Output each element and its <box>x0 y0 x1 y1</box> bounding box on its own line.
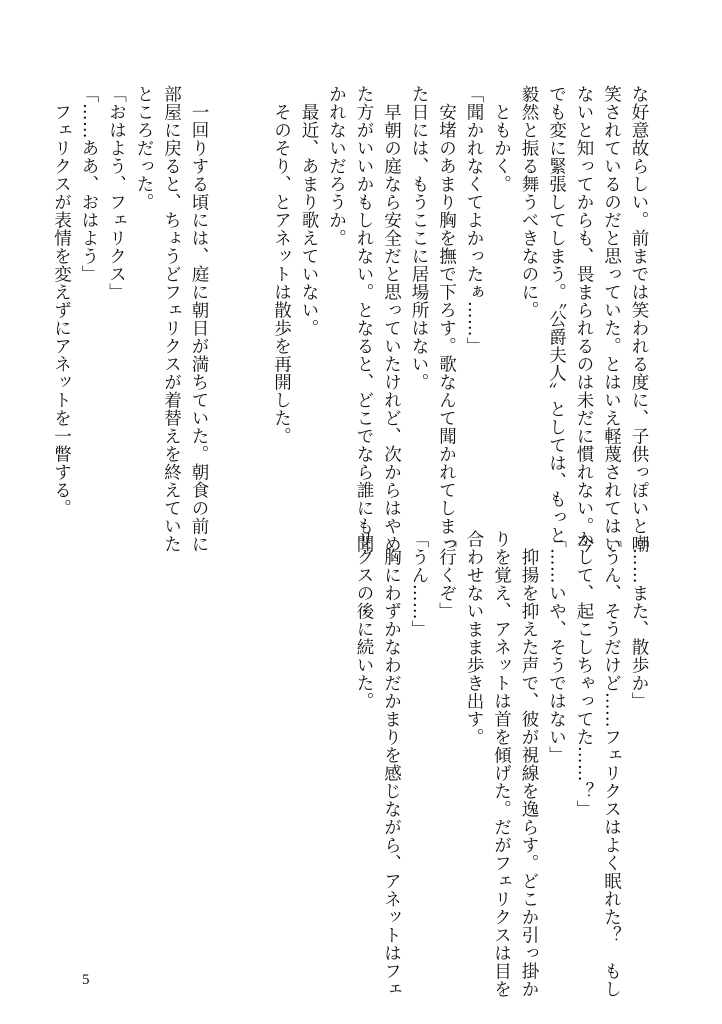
text-line: 安堵のあまり胸を撫で下ろす。歌なんて聞かれてしまっ <box>436 85 457 553</box>
text-line: た方がいいかもしれない。となると、どこでなら誰にも聞 <box>354 85 374 553</box>
text-line: 笑されているのだと思っていた。とはいえ軽蔑されてはい <box>601 85 622 553</box>
text-line: 部屋に戻ると、ちょうどフェリクスが着替えを終えていた <box>161 85 182 553</box>
text-line: かして、起こしちゃってた……？」 <box>574 530 594 818</box>
text-line: た日には、もうここに居場所はない。 <box>409 85 429 391</box>
text-column-bottom <box>350 530 653 998</box>
text-line: 「行くぞ」 <box>436 530 457 620</box>
text-column-top <box>47 85 652 553</box>
text-line: フェリクスが表情を変えずにアネットを一瞥する。 <box>51 85 72 517</box>
text-line: 「聞かれなくてよかったぁ……」 <box>464 85 484 355</box>
text-line: でも変に緊張してしまう。〝公爵夫人〟としては、もっと <box>546 85 567 545</box>
text-line: 胸にわずかなわだかまりを感じながら、アネットはフェ <box>381 530 402 998</box>
text-line: そのそり、とアネットは散歩を再開した。 <box>271 85 292 445</box>
text-line: 毅然と振る舞うべきなのに。 <box>519 85 539 319</box>
text-line: な好意故らしい。前までは笑われる度に、子供っぽいと嘲 <box>629 85 649 553</box>
text-line: 「おはよう、フェリクス」 <box>106 85 127 301</box>
text-line: ともかく。 <box>491 85 512 193</box>
text-line: 「うん……」 <box>409 530 429 638</box>
text-line: 「……また、散歩か」 <box>629 530 649 710</box>
page-number: 5 <box>82 972 90 988</box>
text-line: ところだった。 <box>134 85 154 211</box>
text-line: 合わせないまま歩き出す。 <box>464 530 484 746</box>
text-line: かれないだろうか。 <box>326 85 347 247</box>
text-line: 「……ああ、おはよう」 <box>79 85 99 283</box>
text-line: りを覚え、アネットは首を傾げた。だがフェリクスは目を <box>491 530 512 998</box>
text-line: 抑揚を抑えた声で、彼が視線を逸らす。どこか引っ掛か <box>519 530 539 998</box>
text-line <box>212 85 240 505</box>
text-line: 最近、あまり歌えていない。 <box>299 85 319 337</box>
text-line <box>240 85 268 505</box>
text-line: リクスの後に続いた。 <box>354 530 374 710</box>
text-line: 「うん、そうだけど……フェリクスはよく眠れた？ もし <box>601 530 622 998</box>
text-line: 一回りする頃には、庭に朝日が満ちていた。朝食の前に <box>189 85 209 553</box>
text-line: 早朝の庭なら安全だと思っていたけれど、次からはやめ <box>381 85 402 553</box>
text-line: 「……いや、そうではない」 <box>546 530 567 764</box>
text-line: ないと知ってからも、畏まられるのは未だに慣れない。今 <box>574 85 594 553</box>
